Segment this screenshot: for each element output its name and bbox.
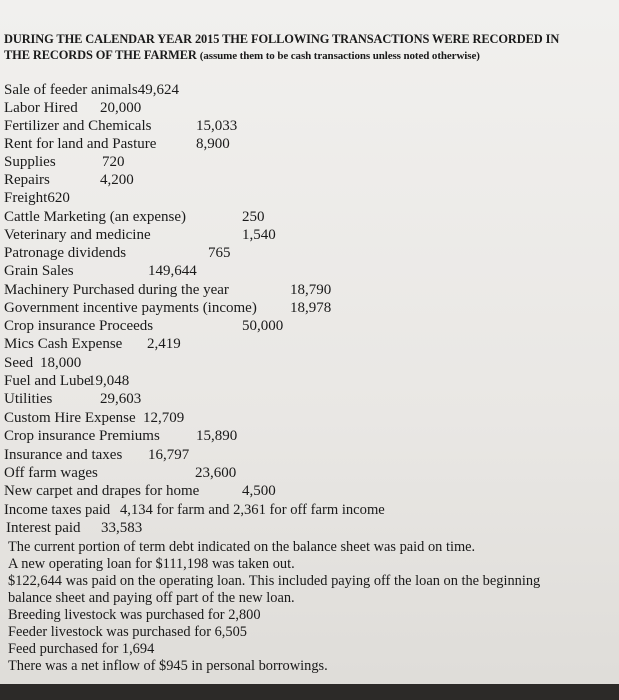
transaction-label: Sale of feeder animals (4, 82, 138, 98)
transaction-label: Fuel and Lube (4, 373, 91, 389)
transaction-value: 4,500 (242, 483, 276, 499)
transaction-row (4, 390, 142, 408)
transaction-value: 4,134 for farm and 2,361 for off farm income (120, 502, 385, 518)
note-line: $122,644 was paid on the operating loan. This included paying off the loan on the beginning (8, 573, 541, 589)
transaction-value: 29,603 (100, 391, 142, 407)
transaction-row (4, 153, 125, 171)
note-line: The current portion of term debt indicated on the balance sheet was paid on time. (8, 539, 476, 555)
transaction-label: Interest paid (6, 520, 81, 536)
transaction-label: Patronage dividends (4, 245, 127, 261)
transaction-label: Utilities (4, 391, 53, 407)
header-note: (assume them to be cash transactions unless noted otherwise) (199, 50, 480, 62)
transaction-row (4, 409, 185, 427)
header-line-2 (4, 47, 616, 64)
note-line: There was a net inflow of $945 in personal borrowings. (8, 658, 328, 674)
transaction-row (4, 464, 237, 482)
transaction-value: 1,540 (242, 227, 276, 243)
transaction-value: 250 (242, 209, 265, 225)
transaction-value: 20,000 (100, 100, 142, 116)
transaction-row (4, 262, 197, 280)
header-title: THE RECORDS OF THE FARMER (4, 48, 197, 62)
transaction-row (4, 135, 230, 153)
transaction-value: 15,033 (196, 118, 238, 134)
transaction-row (4, 171, 134, 189)
transaction-row (4, 427, 238, 445)
transaction-label: Crop insurance Proceeds (4, 318, 154, 334)
transaction-value: 19,048 (88, 373, 130, 389)
transaction-value: 149,644 (148, 263, 197, 279)
transaction-value: 18,978 (290, 300, 332, 316)
transaction-label: Insurance and taxes (4, 447, 123, 463)
transaction-label: Repairs (4, 172, 50, 188)
transaction-row (4, 99, 142, 117)
transaction-row (4, 281, 332, 299)
transaction-label: Freight (4, 190, 48, 206)
transaction-label: Labor Hired (4, 100, 78, 116)
transaction-row (4, 482, 276, 500)
transaction-row (4, 299, 332, 317)
transaction-value: 4,200 (100, 172, 134, 188)
transaction-label: Off farm wages (4, 465, 98, 481)
transaction-value: 720 (102, 154, 125, 170)
transaction-row (4, 117, 238, 135)
note-line: balance sheet and paying off part of the new loan. (8, 590, 295, 606)
transaction-row (4, 446, 190, 464)
transaction-row (4, 226, 276, 244)
transaction-label: New carpet and drapes for home (4, 483, 200, 499)
transaction-value: 33,583 (101, 520, 143, 536)
transaction-label: Government incentive payments (income) (4, 300, 257, 316)
transaction-row (4, 81, 179, 99)
transaction-label: Crop insurance Premiums (4, 428, 160, 444)
transaction-label: Income taxes paid (4, 502, 111, 518)
transaction-value: 18,000 (40, 355, 82, 371)
transaction-value: 8,900 (196, 136, 230, 152)
transaction-label: Cattle Marketing (an expense) (4, 209, 187, 225)
transaction-value: 2,419 (147, 336, 181, 352)
transaction-row (6, 519, 143, 537)
transaction-label: Custom Hire Expense (4, 410, 136, 426)
transaction-label: Veterinary and medicine (4, 227, 151, 243)
transaction-label: Rent for land and Pasture (4, 136, 157, 152)
transaction-row (4, 501, 385, 519)
transaction-row (4, 335, 181, 353)
note-line: A new operating loan for $111,198 was taken out. (8, 556, 295, 572)
transaction-label: Grain Sales (4, 263, 74, 279)
transaction-value: 765 (208, 245, 231, 261)
transaction-label: Machinery Purchased during the year (4, 282, 229, 298)
transaction-value: 12,709 (143, 410, 185, 426)
transaction-row (4, 372, 130, 390)
transaction-value: 620 (47, 190, 70, 206)
note-line: Feed purchased for 1,694 (8, 641, 155, 657)
note-line: Breeding livestock was purchased for 2,800 (8, 607, 261, 623)
transaction-label: Mics Cash Expense (4, 336, 123, 352)
transaction-label: Fertilizer and Chemicals (4, 118, 152, 134)
note-line: Feeder livestock was purchased for 6,505 (8, 624, 247, 640)
transaction-value: 18,790 (290, 282, 332, 298)
document-header (4, 31, 616, 64)
transaction-value: 16,797 (148, 447, 190, 463)
transaction-row (4, 189, 70, 207)
transaction-label: Supplies (4, 154, 56, 170)
transaction-value: 23,600 (195, 465, 237, 481)
header-line-1: DURING THE CALENDAR YEAR 2015 THE FOLLOWING TRANSACTIONS WERE RECORDED IN (4, 32, 560, 46)
transaction-row (4, 244, 231, 262)
transaction-row (4, 208, 265, 226)
transaction-row (4, 354, 82, 372)
transaction-value: 49,624 (137, 82, 179, 98)
transaction-value: 15,890 (196, 428, 238, 444)
photo-bottom-edge (0, 684, 619, 700)
transaction-value: 50,000 (242, 318, 284, 334)
transaction-row (4, 317, 284, 335)
transaction-label: Seed (4, 355, 34, 371)
